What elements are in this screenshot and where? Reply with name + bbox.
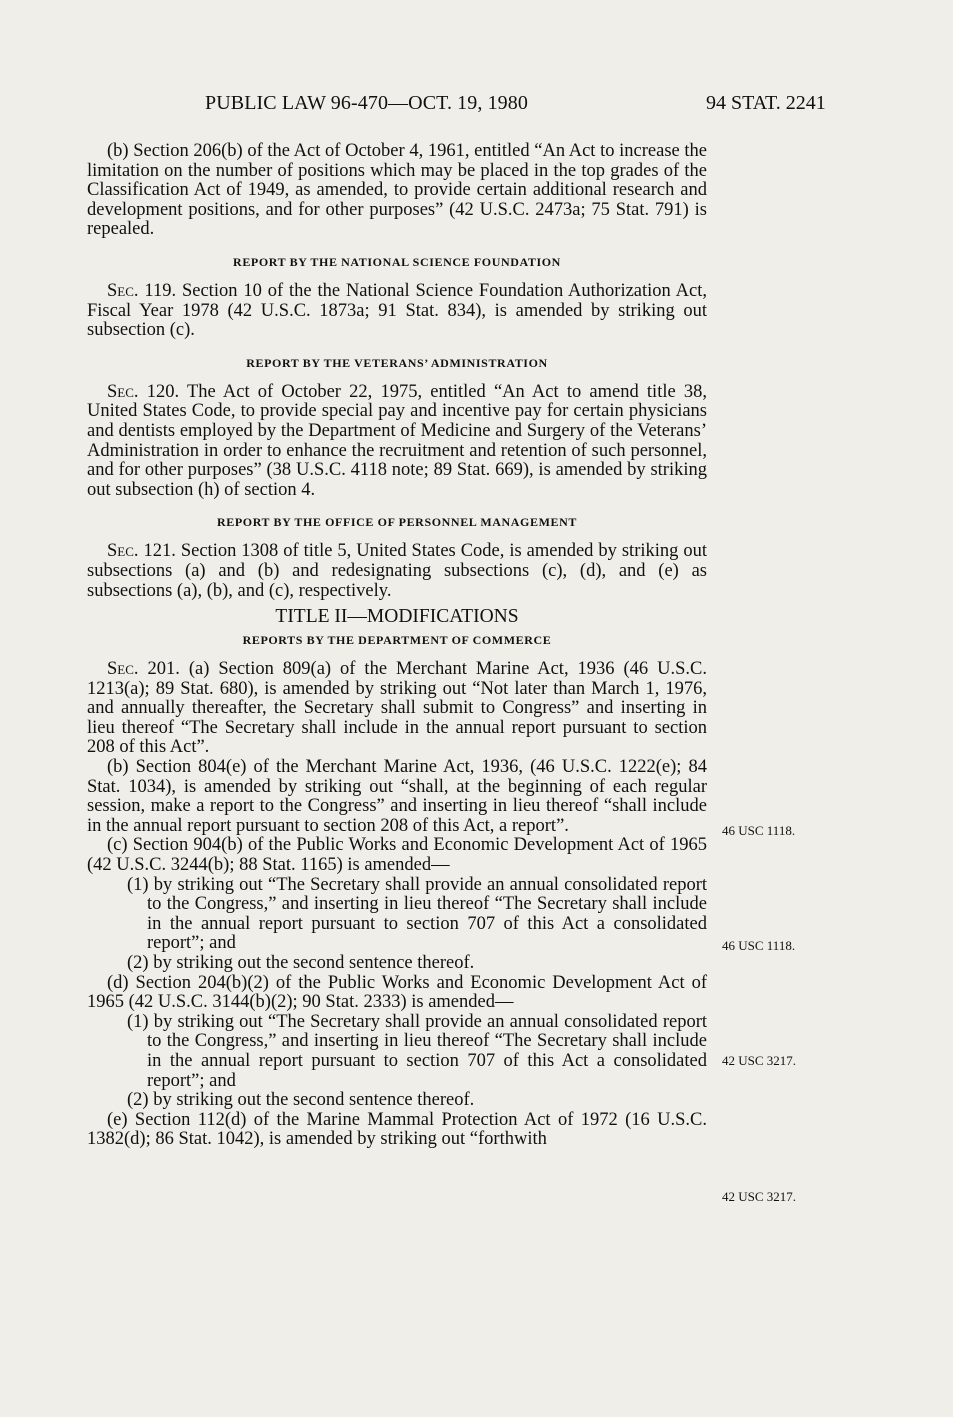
section-text: 120. The Act of October 22, 1975, entitled “An Act to amend title 38, United States Code, to provide special pay and incentive pay for certain physicians and dentists employed by the Department of Medicine and Surgery of the Veterans’ Administration in order to enhance the recruitment and retention of such personnel, and for other purposes” (38 U.S.C. 4118 note; 89 Stat. 669), is amended by striking out subsection (h) of section 4. <box>87 381 707 500</box>
section-201e: (e) Section 112(d) of the Marine Mammal Protection Act of 1972 (16 U.S.C. 1382(d); 86 Stat. 1042), is amended by striking out “forthwith <box>87 1109 707 1150</box>
clause-201d1: (1) by striking out “The Secretary shall provide an annual consolidated report to the Congress,” and inserting in lieu thereof “The Secretary shall include in the annual report pursuant to section 707 of this Act a consolidated report”; and <box>127 1011 707 1091</box>
page-number: 94 STAT. 2241 <box>706 92 826 114</box>
sec-label: Sec. <box>107 381 139 402</box>
section-201b: (b) Section 804(e) of the Merchant Marine Act, 1936, (46 U.S.C. 1222(e); 84 Stat. 1034), is amended by striking out “shall, at the beginning of each regular session, make a report to the Congress” and inserting in lieu thereof “shall include in the annual report pursuant to section 208 of this Act, a report”. <box>87 757 707 836</box>
clause-201c1: (1) by striking out “The Secretary shall provide an annual consolidated report to the Congress,” and inserting in lieu thereof “The Secretary shall include in the annual report pursuant to section 707 of this Act a consolidated report”; and <box>127 874 707 954</box>
title-heading: TITLE II—MODIFICATIONS <box>275 606 519 628</box>
running-header-title: PUBLIC LAW 96-470—OCT. 19, 1980 <box>205 92 528 114</box>
section-119 <box>87 282 707 341</box>
section-text: 119. Section 10 of the the National Science Foundation Authorization Act, Fiscal Year 1978 (42 U.S.C. 1873a; 91 Stat. 834), is amended by striking out subsection (c). <box>87 280 707 341</box>
margin-note: 46 USC 1118. <box>722 938 796 953</box>
margin-note: 46 USC 1118. <box>722 823 796 838</box>
section-121 <box>87 542 707 601</box>
section-text: 201. (a) Section 809(a) of the Merchant Marine Act, 1936 (46 U.S.C. 1213(a); 89 Stat. 680), is amended by striking out “Not later than March 1, 1976, and annually thereafter, the Secretary shall submit to Congress” and inserting in lieu thereof “The Secretary shall include in the annual report pursuant to section 208 of this Act”. <box>87 659 707 758</box>
section-heading: REPORTS BY THE DEPARTMENT OF COMMERCE <box>242 633 552 648</box>
clause-201c2: (2) by striking out the second sentence thereof. <box>127 953 475 973</box>
section-heading: REPORT BY THE NATIONAL SCIENCE FOUNDATION <box>233 254 561 269</box>
section-201d: (d) Section 204(b)(2) of the Public Works and Economic Development Act of 1965 (42 U.S.C. 3144(b)(2); 90 Stat. 2333) is amended— <box>87 972 707 1013</box>
sec-label: Sec. <box>107 541 139 562</box>
sec-label: Sec. <box>107 659 139 680</box>
body-text <box>87 142 707 1150</box>
clause-201d2: (2) by striking out the second sentence thereof. <box>127 1090 475 1111</box>
paragraph-206b: (b) Section 206(b) of the Act of October 4, 1961, entitled “An Act to increase the limitation on the number of positions which may be placed in the top grades of the Classification Act of 1949, as amended, to provide certain additional research and development positions, and for other purposes” (42 U.S.C. 2473a; 75 Stat. 791) is repealed. <box>87 141 707 240</box>
section-120 <box>87 383 707 501</box>
section-heading: REPORT BY THE OFFICE OF PERSONNEL MANAGEMENT <box>216 515 577 530</box>
sec-label: Sec. <box>107 280 139 301</box>
section-heading: REPORT BY THE VETERANS’ ADMINISTRATION <box>246 355 548 370</box>
margin-note: 42 USC 3217. <box>722 1189 797 1204</box>
section-201c: (c) Section 904(b) of the Public Works and Economic Development Act of 1965 (42 U.S.C. 3244(b); 88 Stat. 1165) is amended— <box>87 835 707 876</box>
section-text: 121. Section 1308 of title 5, United States Code, is amended by striking out subsections (a) and (b) and redesignating subsections (c), (d), and (e) as subsections (a), (b), and (c), respectively. <box>87 541 707 601</box>
margin-note: 42 USC 3217. <box>722 1053 797 1068</box>
section-201a <box>87 660 707 758</box>
